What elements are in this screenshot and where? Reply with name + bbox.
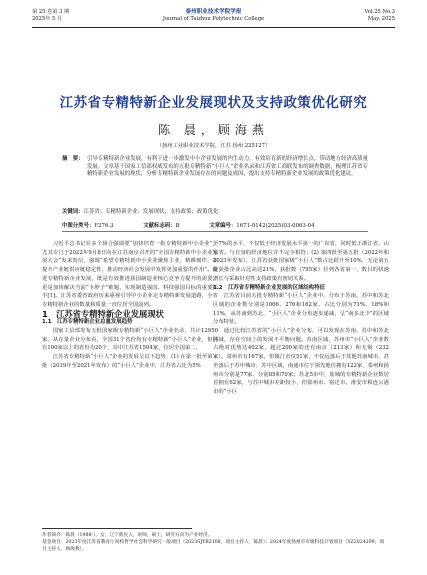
header-center [32, 9, 395, 23]
abstract-text: 引导专精特新企业发展，有利于进一步激发中小企业发展的内生动力，有效培育新的经济增长点，带动地方经济高质量发展。文章基于国家工信部权威发布的五批专精特新“小巨人”企业名录和江苏省工商联发布的调查数据，梳理江苏省专精特新企业发展的现状，分析专精特新企业发展存在的问题及成因，提出支持专精特新企业发展的政策优化建议。 [87, 156, 368, 177]
keywords [62, 209, 368, 217]
authors: 陈 晨，顾海燕 [158, 123, 269, 137]
affiliation: （扬州工业职业技术学院，江苏 扬州 225127） [156, 143, 271, 149]
clc-label: 中图分类号： [62, 223, 95, 229]
author-bio: 作者简介：陈晨（1988-），女，辽宁新民人，讲师，硕士，研究方向为产业经济。 [42, 533, 213, 538]
journal-name-en: Journal of Taizhou Polytechnic College [162, 16, 265, 22]
body-column-right [213, 240, 389, 397]
keywords-label: 关键词： [62, 209, 84, 215]
article-number-value: 1671-0142(2025)03-0063-04 [236, 223, 315, 229]
volume-issue-cn: 第 25 卷第 3 期 [32, 9, 70, 15]
body-paragraph: 江苏省目前五批专精特新“小巨人”企业中，分布于苏南、苏中和苏北区域的企业数分别是1066、276和162家，占比分别为71%、18%和11%，从苏南到苏北，“小巨人”企业分布逐步递减，呈“南多北少”的区域分布特征。 [213, 293, 389, 326]
body-column-left [42, 240, 218, 371]
funding-note: 基金项目：2023年度江苏省教育厅高校哲学社会科学研究一般项目（2023SJYB2108，项目主持人：陈晨）；2024年度扬州市市级科技计划项目（YZ2024299，项目主持人：顾海燕）。 [42, 540, 385, 552]
subsection-heading: 1.1 江苏专精特新企业总量发展趋势 [42, 319, 133, 326]
doc-code-value: B [175, 223, 180, 229]
body-paragraph: 国家工信部发布五批国家级专精特新“小巨人”企业名录，共计12950家。从存量企业分布看，全国31个省份均有专精特新“小巨人”企业，但拥有100家以上的省份为20个，其中江苏省1504家，位居全国第二。 [42, 328, 218, 352]
body-paragraph: 至7%的水平，不仅低于经济发展水平第一的广东省，同时低于浙江省、山东省。与自身的经济地位并不完全相符；(2) 第四批至第五批（2022年和2023年发布），江苏省获批国家级“小巨人”数占比跃升至10%，无论第五批获批企业占比高达21%，获批数（795家）位列各省第一，数目的快速增长与采取针对性支持政策有密切关系。 [213, 241, 389, 282]
subsection-heading: 1.2 江苏省专精特新企业发展的区域结构特征 [213, 284, 325, 291]
abstract-label: 摘 要： [62, 156, 84, 162]
footnote [42, 528, 386, 553]
clc-value: F276.3 [94, 223, 114, 229]
abstract-rule [62, 231, 368, 232]
section-heading: 1 江苏省专精特新企业发展现状 [42, 308, 164, 319]
classification-line [62, 221, 382, 229]
body-paragraph: 通过比较江苏省的“小巨人”企业分布，可以发现在苏南、苏中和苏北区域，存在空间上的发展不平衡问题。苏南区域，苏州市“小巨人”企业数占绝对优势达402家，超过200家的还有南京（213家）和无锡（232家）。常州市有167家，但镇江市仅51家，不仅远落后于其他苏南城市，甚至落后于苏中城市；苏中区域，南通市位于领先地位拥有122家，泰州和扬州市分别是77家、分别85和70家；苏北5市中，盐城的专精特新企业数居首拥有62家，与苏中城市差距较小，但徐州市、宿迁市、淮安市和连云港市的“小巨 [213, 328, 389, 395]
abstract [62, 156, 368, 179]
date-en: May. 2025 [367, 16, 395, 22]
article-number-label: 文章编号： [209, 223, 237, 229]
date-cn: 2025年 5 月 [32, 16, 63, 22]
doc-code-label: 文献标志码： [143, 223, 176, 229]
body-paragraph: 习近平总书记在多个场合强调要“加快培育一批专精特新中小企业”，尤其专门于2022年9月8日向在江苏南京召开的“全国专精特新中小企业发展大会”发来贺信，强调“希望专精特新中小企业聚焦主业，精耕细作，在提升产业链供应链稳定性、推动经济社会发展中发挥更加重要的作用”。促进专精特新企业发展，既是有效推进我国制造业核心竞争力提升的需要，更是加快解决当前“卡脖子”难题、实现制造强国、科技强国目标的重要抓手[1]。江苏省委省政府历来重视引导中小企业走专精特新发展道路，全省专精特新企业的数量和质量一直位居全国前列。 [42, 241, 218, 308]
footnote-rule [42, 528, 192, 529]
header-right [365, 9, 395, 23]
volume-issue-en: Vol.25 No.3 [364, 9, 395, 15]
body-paragraph: 江苏省专精特新“小巨人”企业的发展呈以下趋势：(1) 在第一批至第三批（2019年至2021年发布）的“小巨人”企业中，江苏省占比为5% [42, 354, 218, 369]
keywords-text: 江苏省；专精特新企业；发展现状；支持政策；政策优化 [83, 209, 219, 215]
header-rule [32, 27, 395, 28]
journal-name-cn: 泰州职业技术学院学报 [185, 9, 242, 15]
article-title: 江苏省专精特新企业发展现状及支持政策优化研究 [59, 96, 368, 111]
